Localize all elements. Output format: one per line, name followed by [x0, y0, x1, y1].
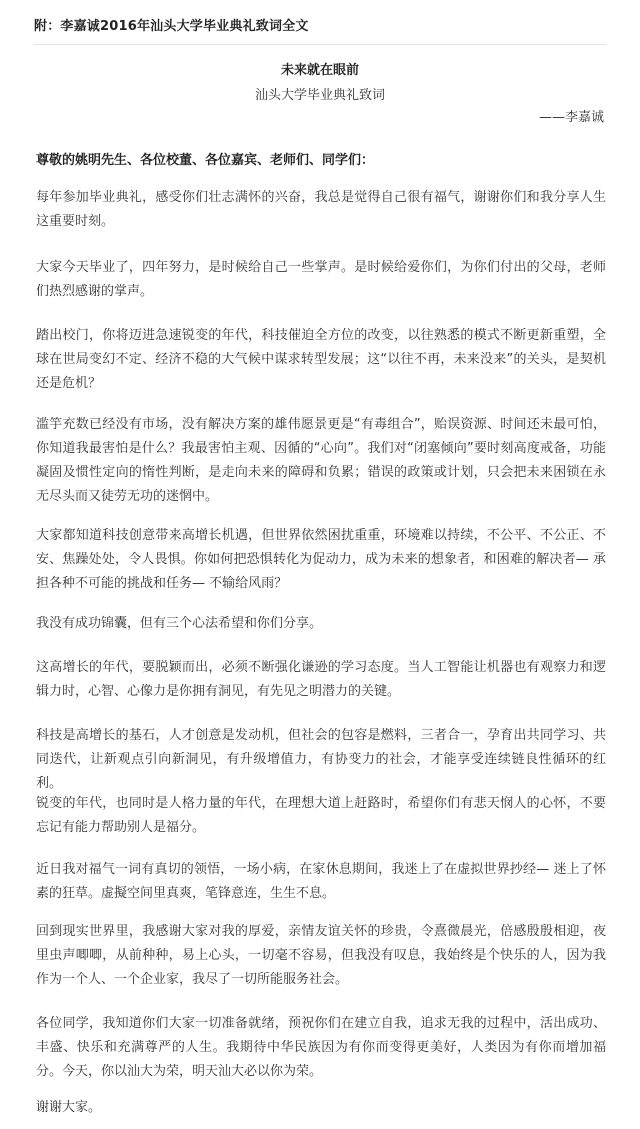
speech-paragraph: 科技是高增长的基石，人才创意是发动机，但社会的包容是燃料，三者合一，孕育出共同学习、共同迭代，让新观点引向新洞见，有升级增值力，有协变力的社会，才能享受连续链良性循环的红利。 — [36, 728, 606, 791]
speech-paragraph: 大家今天毕业了，四年努力，是时候给自己一些掌声。是时候给爱你们，为你们付出的父母，老师们热烈感谢的掌声。 — [36, 260, 606, 299]
speech-paragraph: 近日我对福气一词有真切的领悟，一场小病，在家休息期间，我迷上了在虚拟世界抄经— 迷上了怀素的狂草。虚擬空间里真爽，笔锋意连，生生不息。 — [36, 862, 606, 901]
speech-paragraph: 滥竽充数已经没有市场，没有解决方案的雄伟愿景更是“有毒组合”，贻误资源、时间还未最可怕，你知道我最害怕是什么？我最害怕主观、因循的“心向”。我们对“闭塞倾向”要时刻高度戒备，功能凝固及惯性定向的惰性判断，是走向未来的障碍和负累；错误的政策或计划，只会把未来困锁在永无尽头而又徒劳无功的迷惘中。 — [36, 417, 606, 504]
speech-author: ——李嘉诚 — [538, 110, 604, 125]
speech-greeting: 尊敬的姚明先生、各位校董、各位嘉宾、老师们、同学们： — [36, 153, 375, 168]
header-divider — [34, 44, 606, 45]
speech-subtitle: 汕头大学毕业典礼致词 — [254, 88, 385, 103]
speech-paragraph: 每年参加毕业典礼，感受你们壮志满怀的兴奋，我总是觉得自己很有福气，谢谢你们和我分享人生这重要时刻。 — [36, 190, 606, 229]
speech-paragraph: 回到现实世界里，我感谢大家对我的厚爱，亲情友谊关怀的珍贵，令熹微晨光，倍感殷殷相迎，夜里虫声唧唧，从前种种，易上心头，一切毫不容易，但我没有叹息，我始终是个快乐的人，因为我作为一个人、一个企业家，我尽了一切所能服务社会。 — [36, 924, 606, 987]
speech-paragraph: 谢谢大家。 — [36, 1100, 102, 1115]
speech-paragraph: 我没有成功锦囊，但有三个心法希望和你们分享。 — [36, 616, 323, 631]
speech-paragraph: 各位同学，我知道你们大家一切准备就绪，预祝你们在建立自我，追求无我的过程中，活出成功、丰盛、快乐和充满尊严的人生。我期待中华民族因为有你而变得更美好，人类因为有你而增加福分。今天，你以汕大为荣，明天汕大必以你为荣。 — [36, 1016, 606, 1079]
speech-paragraph: 锐变的年代，也同时是人格力量的年代，在理想大道上赶路时，希望你们有悲天悯人的心怀，不要忘记有能力帮助别人是福分。 — [36, 796, 606, 835]
speech-paragraph: 大家都知道科技创意带来高增长机遇，但世界依然困扰重重，环境难以持续，不公平、不公正、不安、焦躁处处，令人畏惧。你如何把恐惧转化为促动力，成为未来的想象者，和困难的解决者— 承担各种不可能的挑战和任务— 不输给风雨？ — [36, 528, 606, 591]
article-header: 附：李嘉诚2016年汕头大学毕业典礼致词全文 — [34, 19, 309, 34]
speech-title: 未来就在眼前 — [280, 63, 359, 78]
speech-paragraph: 这高增长的年代，要脱颖而出，必须不断强化谦逊的学习态度。当人工智能让机器也有观察力和逻辑力时，心智、心像力是你拥有洞见，有先见之明潜力的关键。 — [36, 660, 606, 699]
speech-paragraph: 踏出校门，你将迈进急速锐变的年代，科技催迫全方位的改变，以往熟悉的模式不断更新重塑，全球在世局变幻不定、经济不稳的大气候中谋求转型发展；这“以往不再，未来没来”的关头，是契机还是危机？ — [36, 328, 606, 391]
